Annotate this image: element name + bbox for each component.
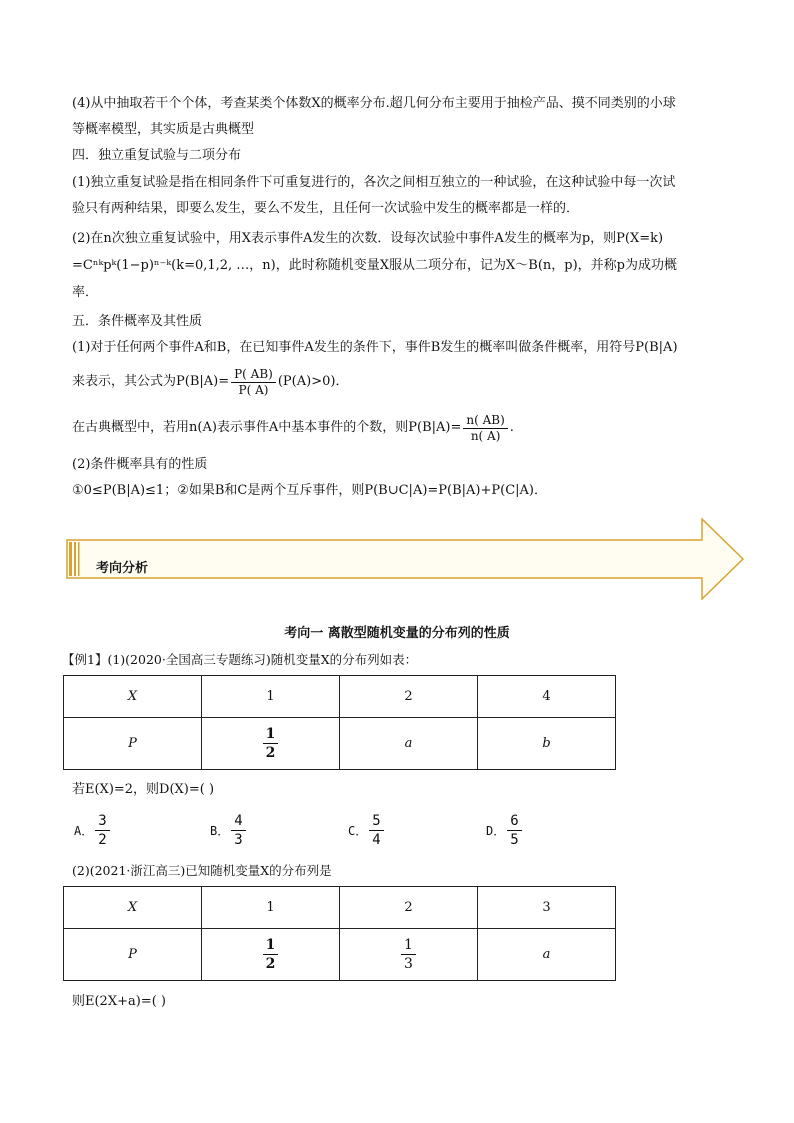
paragraph-line: 率．	[72, 285, 99, 300]
table-cell: X	[64, 676, 202, 718]
option-label: D．	[486, 824, 506, 838]
fraction-numerator: 1	[263, 936, 279, 955]
fraction-denominator: 5	[510, 832, 519, 848]
fraction-numerator: P( AB)	[231, 367, 276, 383]
fraction-denominator: 3	[234, 832, 243, 848]
table-cell	[340, 929, 478, 981]
fraction-denominator: 4	[372, 832, 381, 848]
table-cell	[202, 718, 340, 770]
fraction	[231, 812, 245, 849]
fraction-denominator: 2	[98, 832, 107, 848]
paragraph-line: (1)独立重复试验是指在相同条件下可重复进行的，各次之间相互独立的一种试验，在这种试验中每一次试	[72, 175, 676, 190]
banner-title: 考向分析	[96, 561, 149, 576]
question-text: 若E(X)=2，则D(X)=( )	[72, 782, 215, 797]
formula-text: (P(A)>0)．	[277, 374, 349, 389]
fraction	[401, 936, 416, 973]
table-cell	[202, 929, 340, 981]
fraction-denominator: P( A)	[238, 382, 269, 397]
section-heading: 五．条件概率及其性质	[72, 314, 203, 329]
option-label: C．	[348, 824, 368, 838]
table-cell: P	[64, 929, 202, 981]
paragraph-line: =Cⁿᵏpᵏ(1−p)ⁿ⁻ᵏ(k=0,1,2, …，n)，此时称随机变量X服从二项分布，记为X～B(n，p)，并称p为成功概	[72, 258, 677, 273]
fraction-numerator: 5	[369, 812, 383, 831]
option-label: A．	[74, 824, 94, 838]
formula-text: .	[509, 420, 514, 435]
table-cell: X	[64, 887, 202, 929]
option-c	[348, 812, 386, 849]
fraction	[231, 367, 276, 398]
table-cell: 2	[340, 676, 478, 718]
topic-title: 考向一 离散型随机变量的分布列的性质	[284, 626, 510, 641]
table-cell: 2	[340, 887, 478, 929]
fraction-denominator: 3	[404, 956, 413, 972]
fraction	[369, 812, 383, 849]
table-cell: 3	[478, 887, 616, 929]
fraction-denominator: 2	[265, 745, 276, 761]
fraction	[463, 413, 507, 444]
fraction-denominator: 2	[265, 956, 276, 972]
option-label: B．	[210, 824, 230, 838]
table-cell: 1	[202, 676, 340, 718]
paragraph-line: ①0≤P(B|A)≤1；②如果B和C是两个互斥事件，则P(B∪C|A)=P(B|A)+P(C|A)．	[72, 483, 548, 498]
fraction-numerator: 4	[231, 812, 245, 831]
option-a	[74, 812, 112, 849]
table-row	[64, 718, 616, 770]
table-cell: 1	[202, 887, 340, 929]
table-cell: b	[478, 718, 616, 770]
fraction	[507, 812, 521, 849]
example-intro: (2)(2021·浙江高三)已知随机变量X的分布列是	[72, 863, 332, 878]
paragraph-line: (1)对于任何两个事件A和B，在已知事件A发生的条件下，事件B发生的概率叫做条件概率，用符号P(B|A)	[72, 340, 678, 355]
banner-arrow	[66, 518, 746, 600]
fraction	[263, 725, 279, 762]
paragraph-line: 验只有两种结果，即要么发生，要么不发生，且任何一次试验中发生的概率都是一样的．	[72, 201, 580, 216]
formula-line	[72, 410, 514, 446]
option-b	[210, 812, 248, 849]
fraction-numerator: 1	[263, 725, 279, 744]
fraction	[95, 812, 109, 849]
distribution-table	[63, 675, 616, 770]
fraction-denominator: n( A)	[470, 428, 501, 443]
table-cell: 4	[478, 676, 616, 718]
paragraph-line: (2)在n次独立重复试验中，用X表示事件A发生的次数．设每次试验中事件A发生的概率为p，则P(X=k)	[72, 231, 664, 246]
table-cell: a	[478, 929, 616, 981]
question-text: 则E(2X+a)=( )	[72, 994, 166, 1009]
fraction-numerator: 3	[95, 812, 109, 831]
paragraph-line: (2)条件概率具有的性质	[72, 457, 208, 472]
example-intro: 【例1】(1)(2020·全国高三专题练习)随机变量X的分布列如表：	[62, 652, 418, 667]
fraction-numerator: 1	[401, 936, 416, 955]
paragraph-line: (4)从中抽取若干个个体，考查某类个体数X的概率分布.超几何分布主要用于抽检产品、摸不同类别的小球	[72, 96, 676, 111]
table-row	[64, 676, 616, 718]
fraction-numerator: 6	[507, 812, 521, 831]
formula-text: 来表示，其公式为P(B|A)=	[72, 374, 230, 389]
table-row	[64, 929, 616, 981]
table-cell: P	[64, 718, 202, 770]
formula-line	[72, 364, 348, 400]
fraction	[263, 936, 279, 973]
table-cell: a	[340, 718, 478, 770]
option-d	[486, 812, 524, 849]
paragraph-line: 等概率模型，其实质是古典概型	[72, 122, 255, 137]
table-row	[64, 887, 616, 929]
section-heading: 四．独立重复试验与二项分布	[72, 148, 242, 163]
formula-text: 在古典概型中，若用n(A)表示事件A中基本事件的个数，则P(B|A)=	[72, 420, 462, 435]
fraction-numerator: n( AB)	[463, 413, 507, 429]
distribution-table	[63, 886, 616, 981]
